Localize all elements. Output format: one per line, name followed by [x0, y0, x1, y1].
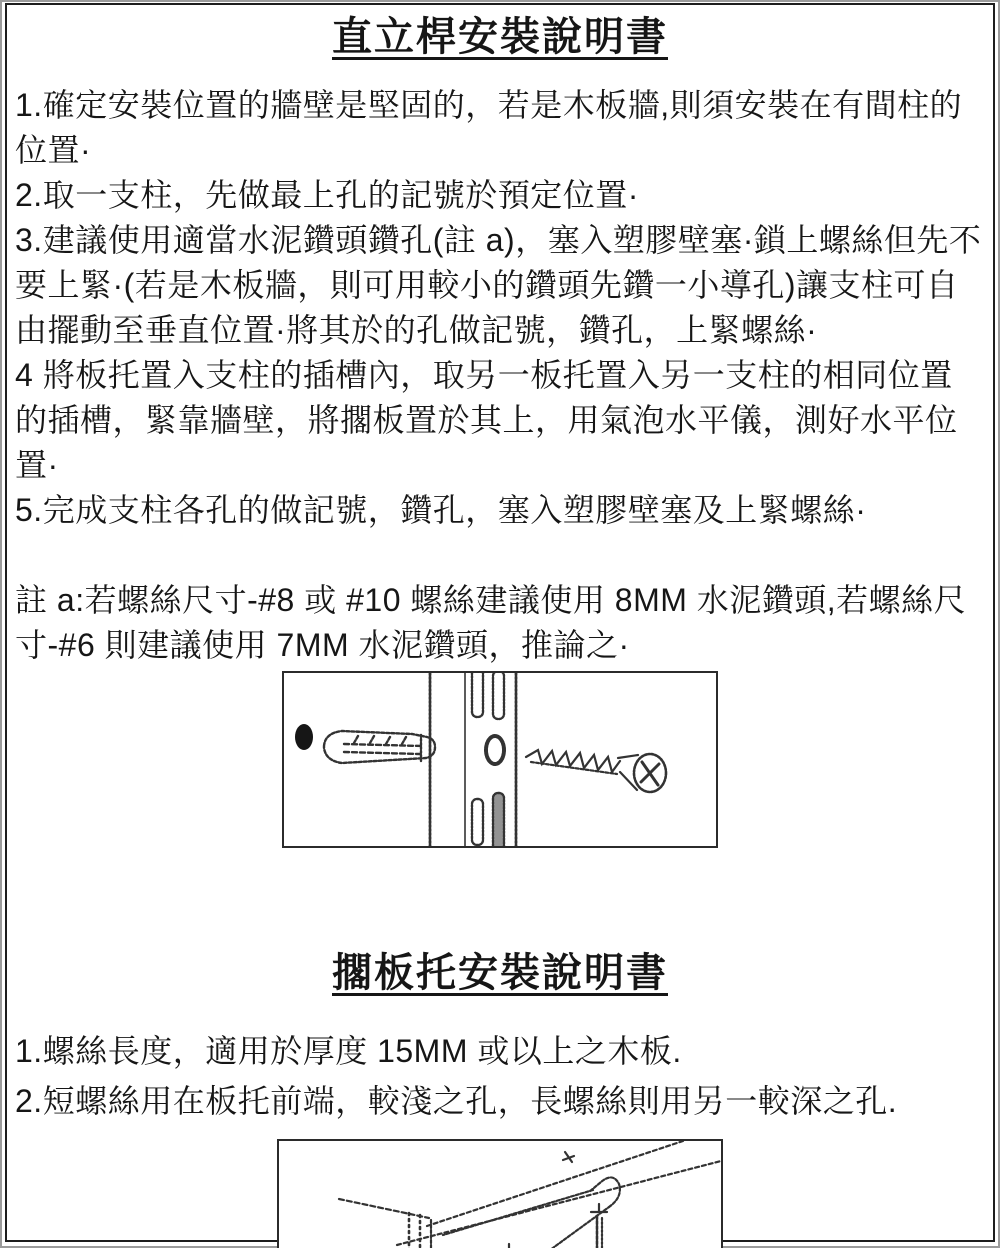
section1-step-3: 3.建議使用適當水泥鑽頭鑽孔(註 a)，塞入塑膠壁塞·鎖上螺絲但先不要上緊·(若是木板牆，則可用較小的鑽頭先鑽一小導孔)讓支柱可自由擺動至垂直位置·將其於的孔做記號，鑽孔，上緊螺絲· [15, 222, 982, 348]
small-screw-mark-icon [563, 1152, 574, 1162]
figure-shelf-bracket [277, 1139, 723, 1248]
section1-step-4: 4 將板托置入支柱的插槽內，取另一板托置入另一支柱的相同位置的插槽，緊靠牆壁，將擱板置於其上，用氣泡水平儀，測好水平位置· [15, 357, 958, 483]
screw-icon [526, 750, 666, 792]
short-screw-icon [501, 1244, 517, 1248]
section2-title: 擱板托安裝說明書 [332, 951, 668, 995]
figure-wall-plug-screw-post [282, 671, 718, 848]
wall-plug-icon [324, 731, 435, 763]
post-lines-icon [409, 1213, 420, 1248]
section1-step-1: 1.確定安裝位置的牆壁是堅固的，若是木板牆,則須安裝在有間柱的位置· [15, 87, 963, 168]
section1-title: 直立桿安裝說明書 [332, 15, 668, 59]
section1-step-5: 5.完成支柱各孔的做記號，鑽孔，塞入塑膠壁塞及上緊螺絲· [15, 492, 867, 528]
note-a-drill-sizes: 註 a:若螺絲尺寸-#8 或 #10 螺絲建議使用 8MM 水泥鑽頭,若螺絲尺寸-#6 則建議使用 7MM 水泥鑽頭，推論之· [15, 582, 967, 663]
wall-plug-screw-post-drawing [284, 673, 716, 846]
section1-step-2: 2.取一支柱，先做最上孔的記號於預定位置· [15, 177, 639, 213]
section2-step-2: 2.短螺絲用在板托前端，較淺之孔，長螺絲則用另一較深之孔. [15, 1083, 898, 1119]
board-lines-icon [397, 1141, 721, 1245]
wall-edge-line [339, 1199, 429, 1218]
page-content [15, 0, 985, 1248]
upright-post-icon [430, 673, 516, 846]
section2-step-1: 1.螺絲長度，適用於厚度 15MM 或以上之木板. [15, 1033, 682, 1069]
post-screw-hole-icon [486, 736, 504, 764]
shelf-bracket-drawing [279, 1141, 721, 1248]
wall-hole-icon [295, 724, 313, 750]
